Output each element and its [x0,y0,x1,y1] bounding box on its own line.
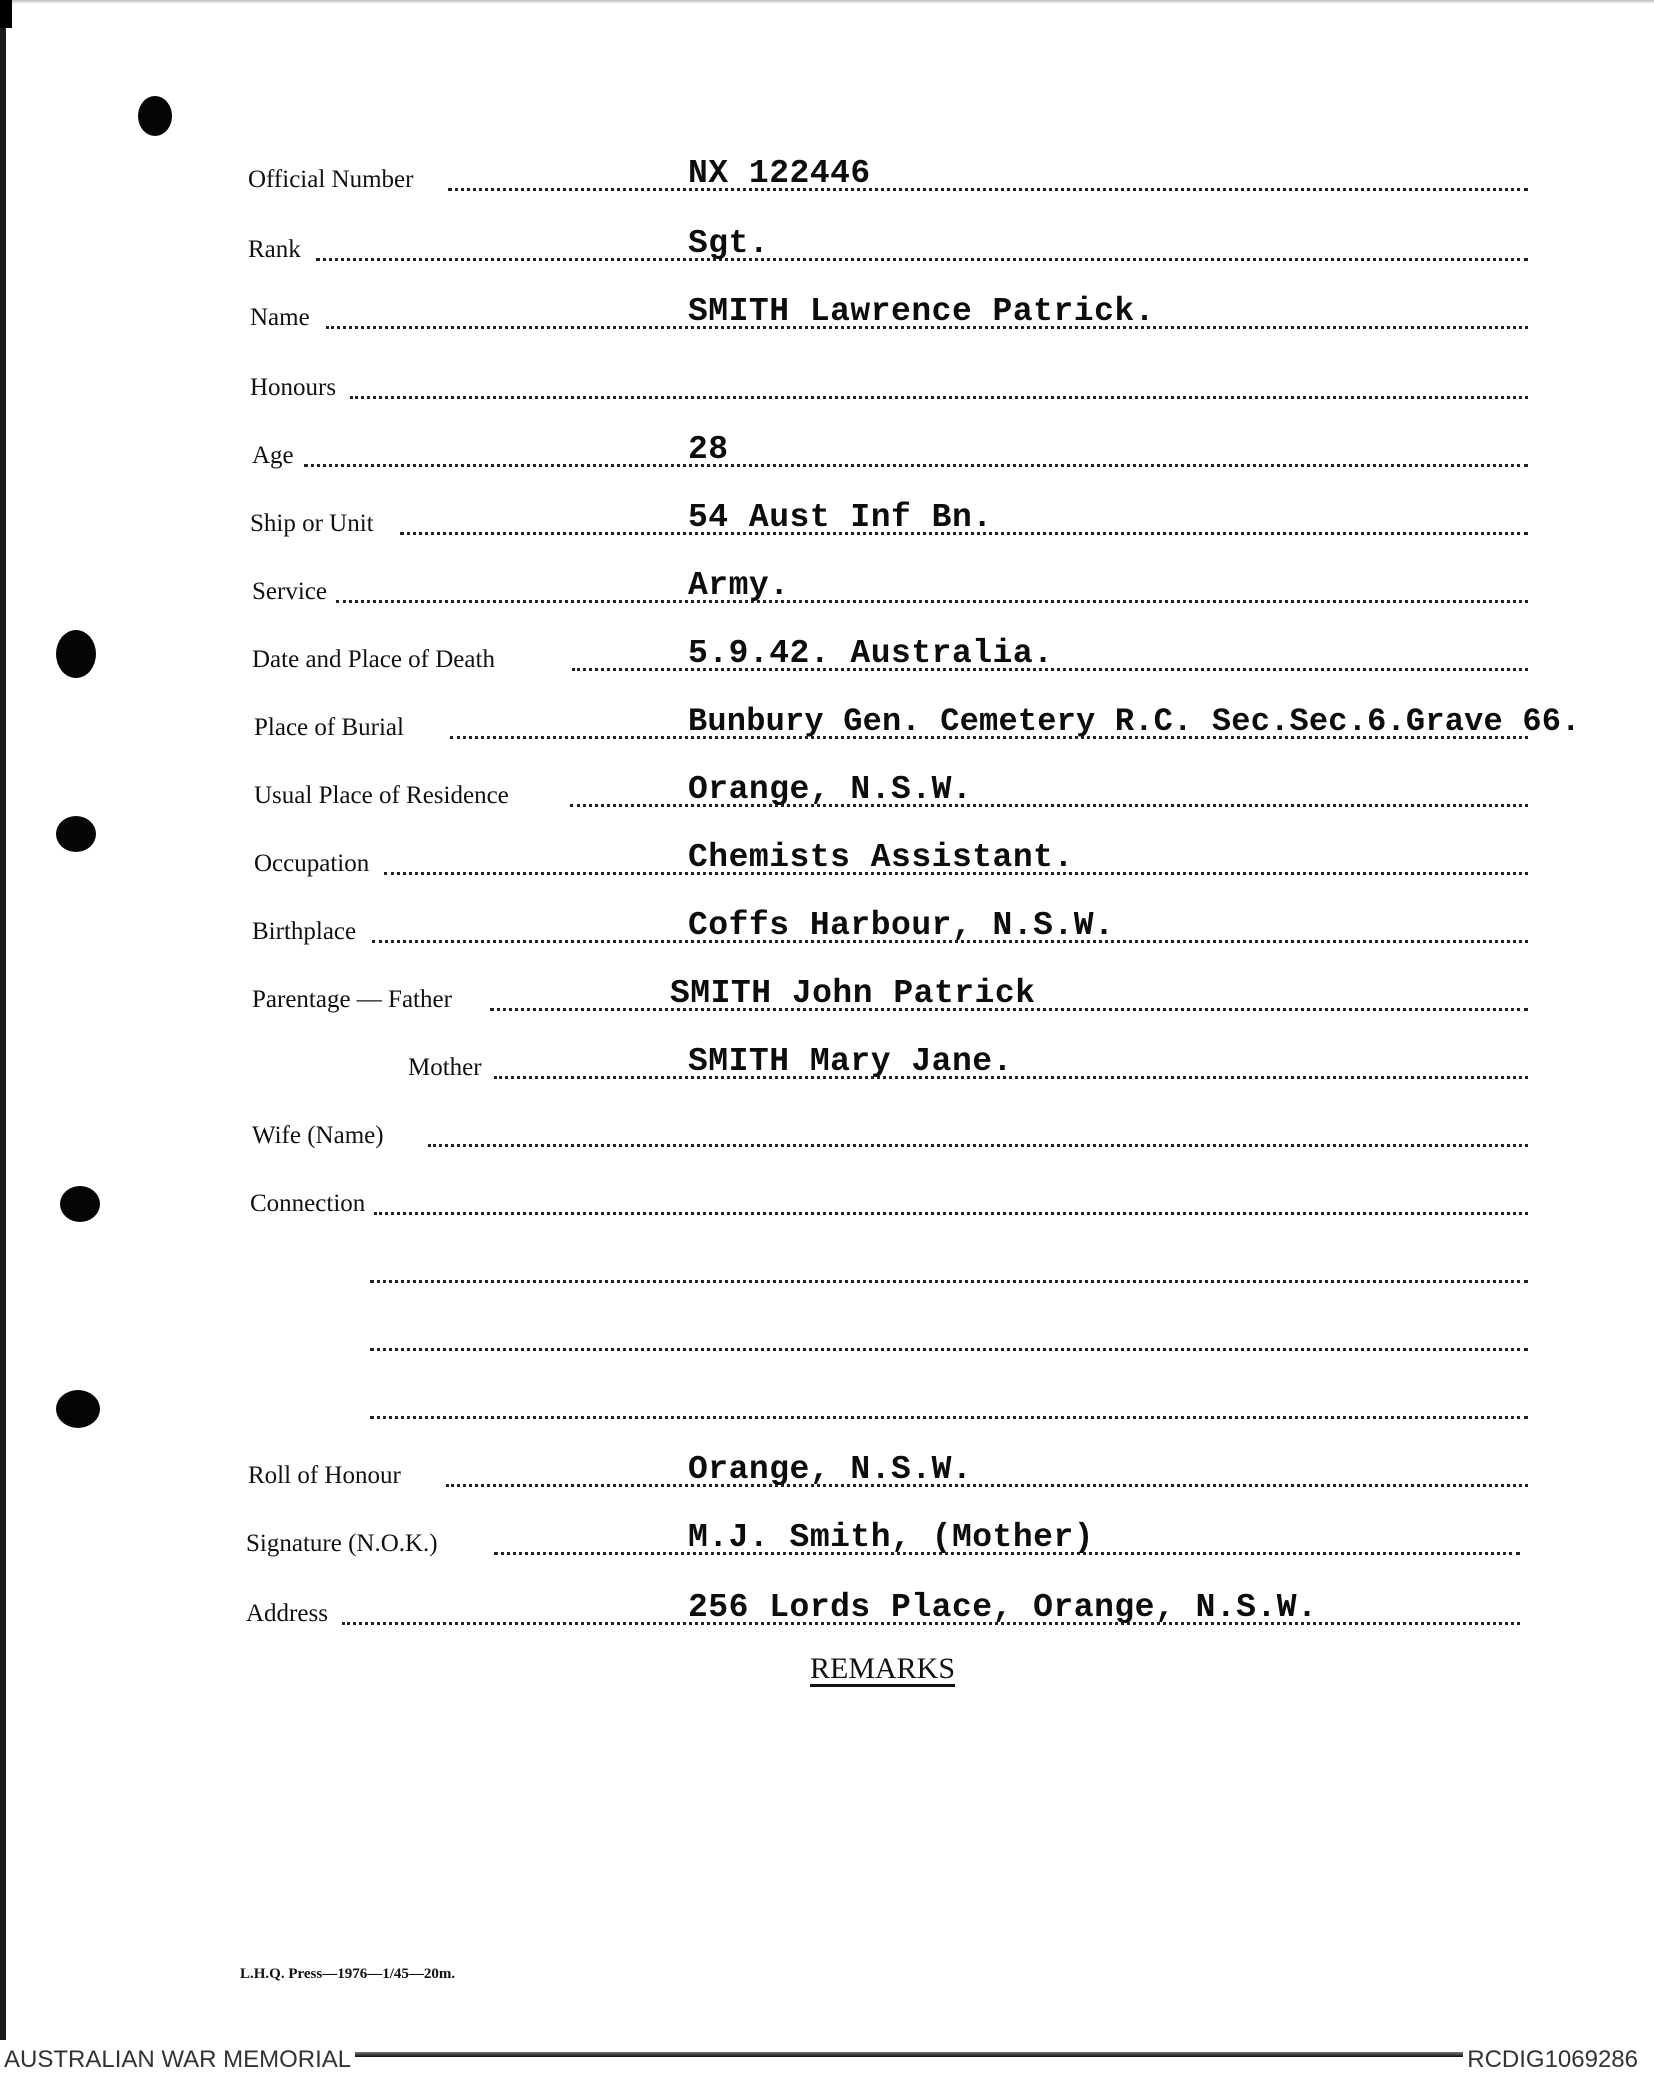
field-connection-line-3 [0,1316,1654,1356]
remarks-heading: REMARKS [810,1652,956,1685]
field-label: Roll of Honour [248,1462,401,1489]
field-signature-nok [0,1520,1654,1560]
field-label: Official Number [248,166,414,193]
field-label: Service [252,578,327,605]
field-value: Chemists Assistant. [688,839,1074,876]
field-connection [0,1180,1654,1220]
field-value: Coffs Harbour, N.S.W. [688,907,1115,944]
field-usual-residence [0,772,1654,812]
field-official-number [0,156,1654,196]
dotted-line [374,1212,1528,1215]
field-value: 256 Lords Place, Orange, N.S.W. [688,1589,1318,1626]
field-occupation [0,840,1654,880]
field-roll-of-honour [0,1452,1654,1492]
field-value: Bunbury Gen. Cemetery R.C. Sec.Sec.6.Grave 66. [688,703,1581,740]
page-corner-mark [0,0,12,28]
field-label: Ship or Unit [250,510,374,537]
dotted-line [350,396,1528,399]
field-ship-or-unit [0,500,1654,540]
field-address [0,1590,1654,1630]
dotted-line [370,1280,1528,1283]
field-label: Address [246,1600,328,1627]
field-label: Usual Place of Residence [254,782,509,809]
field-label: Wife (Name) [252,1122,384,1149]
field-label: Rank [248,236,301,263]
field-parentage-mother [0,1044,1654,1084]
field-value: 28 [688,431,729,468]
field-value: M.J. Smith, (Mother) [688,1519,1095,1556]
field-value: 54 Aust Inf Bn. [688,499,993,536]
field-value: Army. [688,567,790,604]
field-label: Mother [408,1054,482,1081]
field-wife-name [0,1112,1654,1152]
field-value: SMITH Lawrence Patrick. [688,293,1155,330]
press-note: L.H.Q. Press—1976—1/45—20m. [240,1966,456,1982]
field-birthplace [0,908,1654,948]
field-label: Date and Place of Death [252,646,495,673]
dotted-line [336,600,1528,603]
field-honours [0,364,1654,404]
dotted-line [428,1144,1528,1147]
dotted-line [370,1348,1528,1351]
dotted-line [316,258,1528,261]
field-parentage-father [0,976,1654,1016]
field-label: Birthplace [252,918,357,945]
field-name [0,294,1654,334]
field-date-place-of-death [0,636,1654,676]
archive-source-label: AUSTRALIAN WAR MEMORIAL [0,2046,355,2074]
dotted-line [446,1484,1528,1487]
field-service [0,568,1654,608]
field-connection-line-4 [0,1384,1654,1424]
punch-hole-mark [138,96,172,136]
field-label: Occupation [254,850,370,877]
field-value: Sgt. [688,225,770,262]
field-label: Connection [250,1190,366,1217]
field-value: 5.9.42. Australia. [688,635,1054,672]
field-value: SMITH John Patrick [670,975,1036,1012]
dotted-line [304,464,1528,467]
field-age [0,432,1654,472]
field-label: Parentage — Father [252,986,452,1013]
field-label: Honours [250,374,337,401]
field-value: Orange, N.S.W. [688,1451,973,1488]
page-top-edge [8,0,1654,4]
field-label: Signature (N.O.K.) [246,1530,438,1557]
field-label: Age [252,442,294,469]
archive-id-label: RCDIG1069286 [1463,2046,1642,2074]
field-place-of-burial [0,704,1654,744]
field-value: NX 122446 [688,155,871,192]
dotted-line [448,188,1528,191]
field-rank [0,226,1654,266]
field-value: SMITH Mary Jane. [688,1043,1013,1080]
field-label: Name [250,304,310,331]
field-value: Orange, N.S.W. [688,771,973,808]
field-label: Place of Burial [254,714,404,741]
dotted-line [370,1416,1528,1419]
field-connection-line-2 [0,1248,1654,1288]
